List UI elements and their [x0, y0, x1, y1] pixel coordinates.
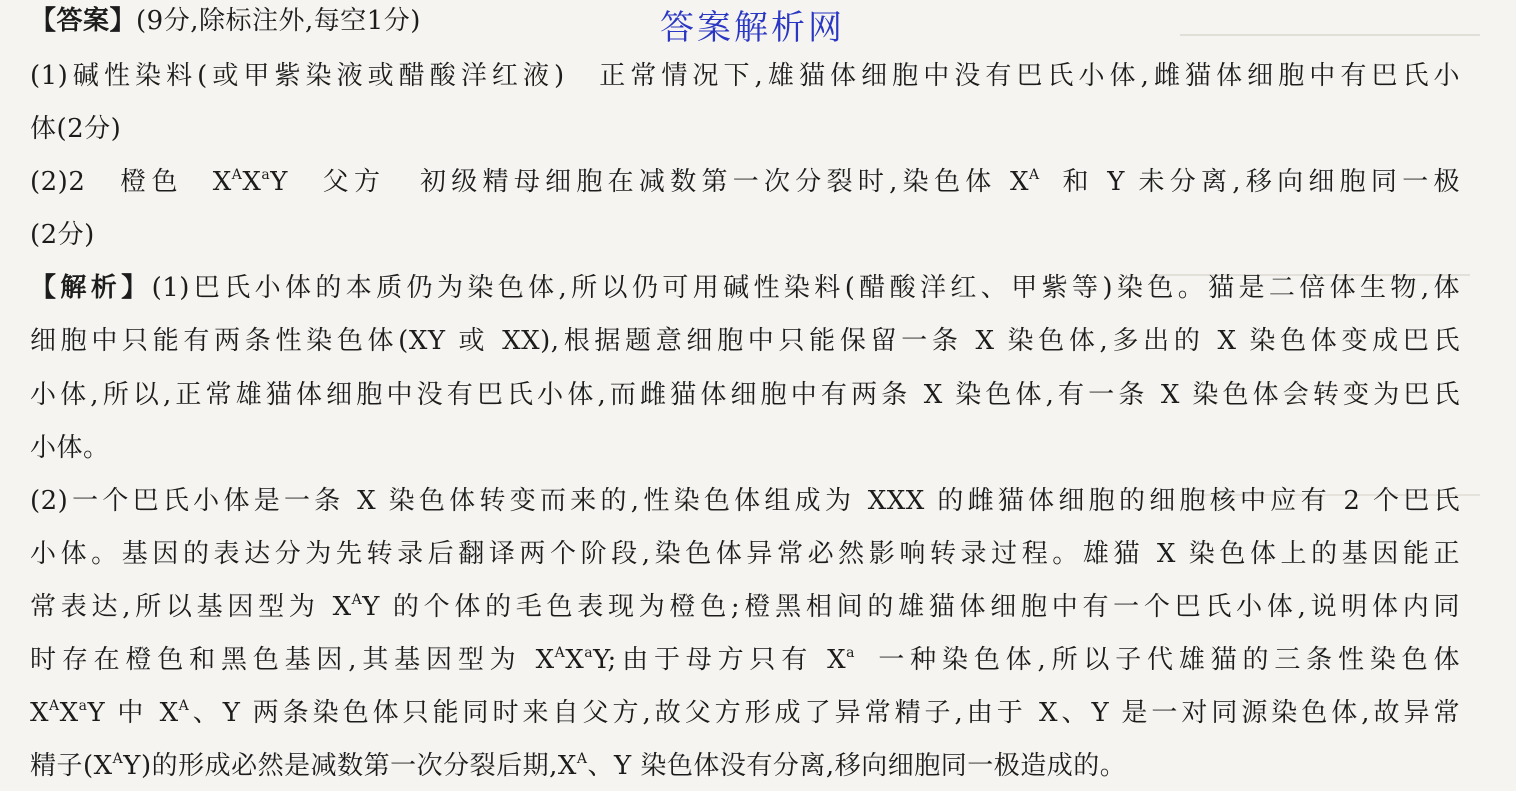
analysis-para2-line1: (2)一个巴氏小体是一条 X 染色体转变而来的,性染色体组成为 XXX 的雌猫体细胞的细胞核中应有 2 个巴氏 [30, 486, 1460, 516]
analysis-tag: 【解析】 [30, 273, 152, 303]
analysis-para2-line6: 精子$(X^AY)$的形成必然是减数第一次分裂后期$,X^A$、Y 染色体没有分离,移向细胞同一极造成的。 [30, 751, 1127, 781]
answer-header-line [30, 6, 1460, 36]
analysis-para2-line5: $X^AX^aY$ 中 $X^A$、Y 两条染色体只能同时来自父方,故父方形成了异常精子,由于 X、Y 是一对同源染色体,故异常 [30, 698, 1460, 728]
analysis-para1-line3: 小体,所以,正常雄猫体细胞中没有巴氏小体,而雌猫体细胞中有两条 X 染色体,有一条 X 染色体会转变为巴氏 [30, 380, 1460, 410]
answer-part2-reason: 初级精母细胞在减数第一次分裂时,染色体 $X^A$ 和 Y 未分离,移向细胞同一极 [415, 167, 1460, 197]
answer-part1-line1 [30, 61, 1460, 91]
answer-scoring-note: (9分,除标注外,每空1分) [136, 6, 421, 36]
analysis-para2-line3: 常表达,所以基因型为 $X^AY$ 的个体的毛色表现为橙色;橙黑相间的雄猫体细胞中有一个巴氏小体,说明体内同 [30, 592, 1460, 622]
answer-part2-score: (2分) [30, 220, 95, 250]
analysis-para1-line2: 细胞中只能有两条性染色体(XY 或 XX),根据题意细胞中只能保留一条 X 染色体,多出的 X 染色体变成巴氏 [30, 326, 1460, 356]
answer-part1-reason: 正常情况下,雄猫体细胞中没有巴氏小体,雌猫体细胞中有巴氏小 [594, 61, 1461, 91]
answer-part2-blank4: 父方 [317, 167, 386, 197]
answer-tag: 【答案】 [30, 6, 137, 36]
answer-part2-line1 [30, 167, 1460, 197]
answer-part1-blank: 碱性染料(或甲紫染液或醋酸洋红液) [68, 61, 565, 91]
analysis-para2-line4: 时存在橙色和黑色基因,其基因型为 $X^AX^aY$;由于母方只有 $X^a$ 一种染色体,所以子代雄猫的三条性染色体 [30, 645, 1460, 675]
answer-part2-blank2: 橙色 [115, 167, 183, 197]
watermark-site-name: 答案解析网 [660, 8, 845, 48]
answer-part1-line2: 体(2分) [30, 114, 122, 144]
analysis-para1-line1: 【解析】(1)巴氏小体的本质仍为染色体,所以仍可用碱性染料(醋酸洋红、甲紫等)染色。猫是二倍体生物,体 [30, 273, 1460, 303]
answer-part2-blank1: 2 [68, 167, 86, 197]
answer-part2-label: (2) [30, 167, 69, 197]
answer-part2-genotype: $X^AX^aY$ [212, 167, 288, 197]
analysis-para1-line4: 小体。 [30, 433, 110, 463]
answer-part1-label: (1) [30, 61, 69, 91]
analysis-para2-line2: 小体。基因的表达分为先转录后翻译两个阶段,染色体异常必然影响转录过程。雄猫 X 染色体上的基因能正 [30, 539, 1460, 569]
